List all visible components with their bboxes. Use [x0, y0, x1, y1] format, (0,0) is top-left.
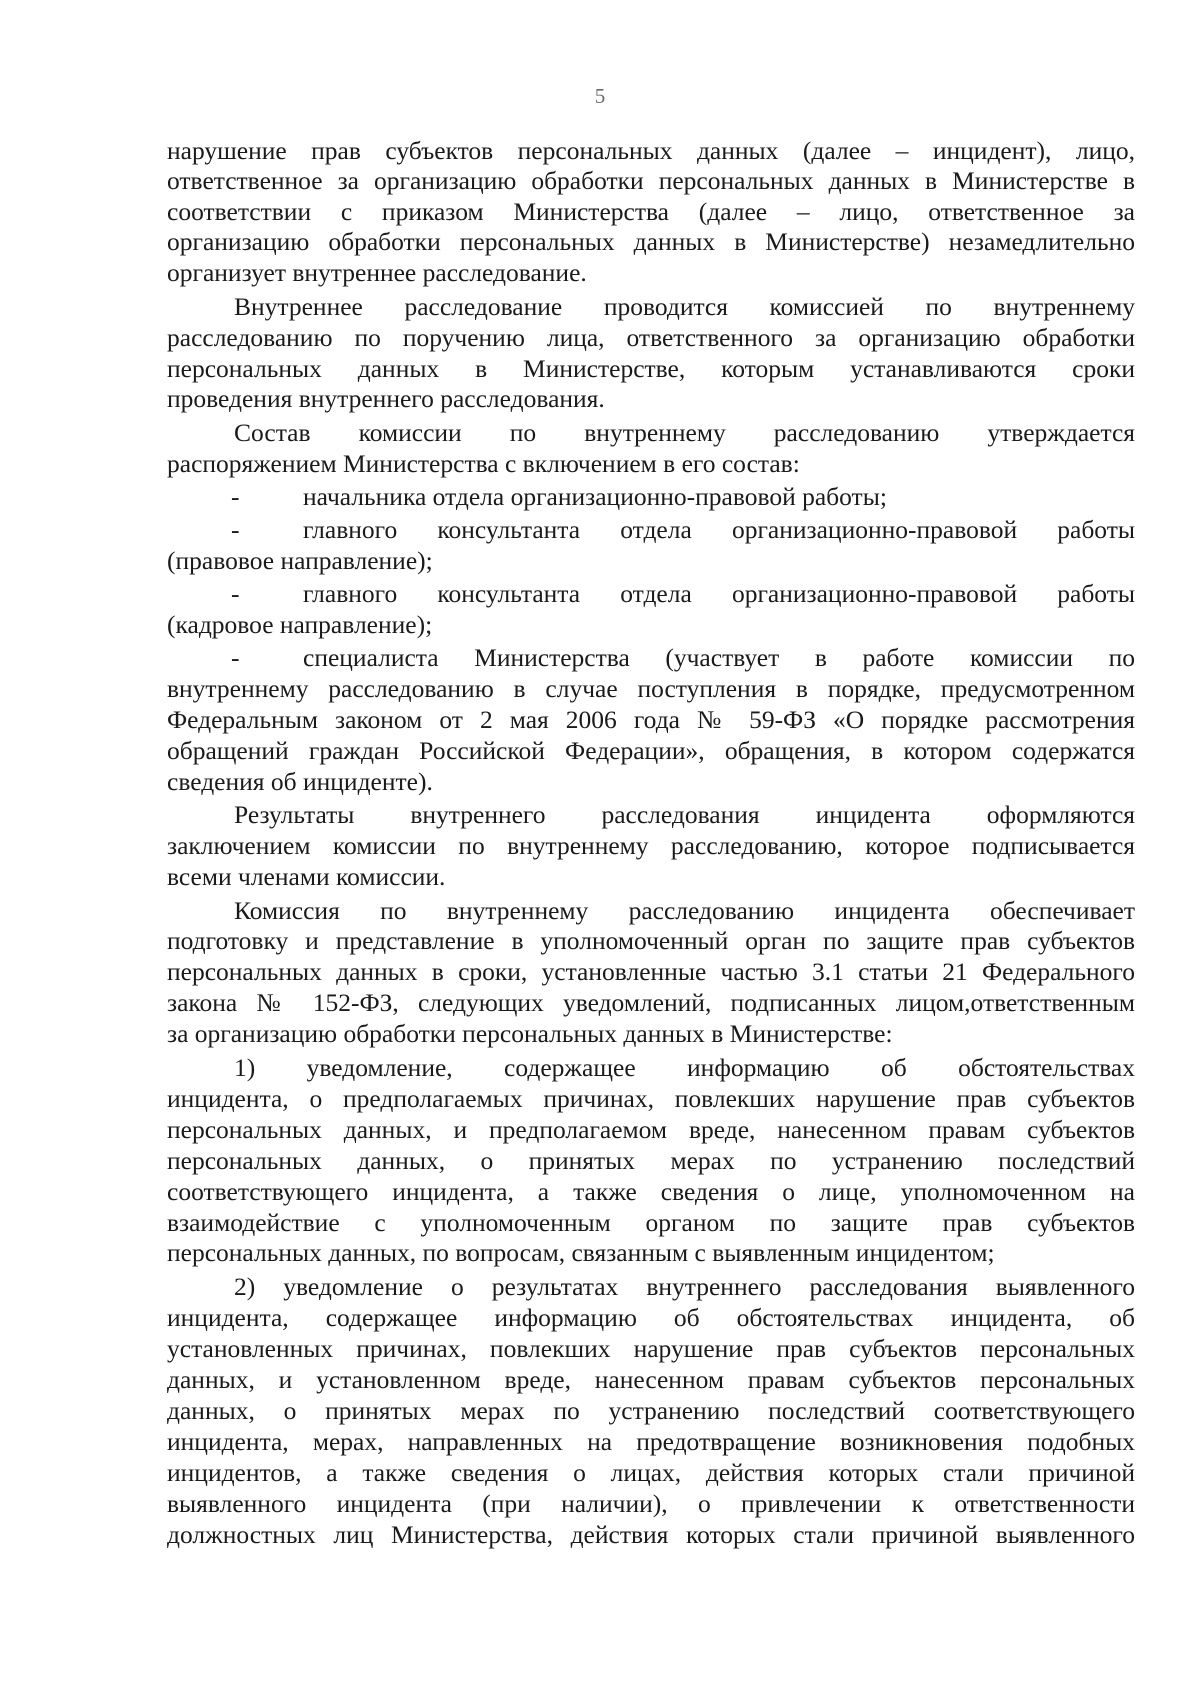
- text-line: (правовое направление);: [167, 546, 433, 575]
- text-line: соответствии с приказом Министерства (далее – лицо, ответственное за: [167, 197, 1135, 226]
- text-line: всеми членами комиссии.: [167, 862, 446, 891]
- list-dash: -: [231, 515, 240, 544]
- text-line: 2) уведомление о результатах внутреннего расследования выявленного: [234, 1272, 1135, 1301]
- text-line: ответственное за организацию обработки персональных данных в Министерстве в: [167, 166, 1135, 195]
- text-line: Федеральным законом от 2 мая 2006 года № 59-ФЗ «О порядке рассмотрения: [167, 705, 1135, 734]
- text-line: проведения внутреннего расследования.: [167, 384, 605, 413]
- page-number: 5: [594, 84, 606, 108]
- text-line: Состав комиссии по внутреннему расследованию утверждается: [234, 418, 1135, 447]
- text-line: главного консультанта отдела организационно-правовой работы: [303, 579, 1135, 608]
- text-line: главного консультанта отдела организационно-правовой работы: [303, 515, 1135, 544]
- text-line: персональных данных, о принятых мерах по устранению последствий: [167, 1146, 1135, 1175]
- text-line: персональных данных в сроки, установленные частью 3.1 статьи 21 Федерального: [167, 957, 1135, 986]
- text-line: выявленного инцидента (при наличии), о привлечении к ответственности: [167, 1489, 1135, 1518]
- text-line: специалиста Министерства (участвует в работе комиссии по: [303, 643, 1135, 672]
- text-line: персональных данных, по вопросам, связанным с выявленным инцидентом;: [167, 1238, 995, 1267]
- text-line: инцидента, мерах, направленных на предотвращение возникновения подобных: [167, 1427, 1135, 1456]
- text-line: за организацию обработки персональных данных в Министерстве:: [167, 1019, 893, 1048]
- text-line: данных, и установленном вреде, нанесенном правам субъектов персональных: [167, 1365, 1135, 1394]
- text-line: персональных данных, и предполагаемом вреде, нанесенном правам субъектов: [167, 1115, 1135, 1144]
- text-line: организацию обработки персональных данных в Министерстве) незамедлительно: [167, 227, 1135, 256]
- text-line: обращений граждан Российской Федерации», обращения, в котором содержатся: [167, 736, 1135, 765]
- text-line: 1) уведомление, содержащее информацию об обстоятельствах: [234, 1053, 1135, 1082]
- text-line: инцидента, о предполагаемых причинах, повлекших нарушение прав субъектов: [167, 1084, 1135, 1113]
- text-line: распоряжением Министерства с включением в его состав:: [167, 449, 800, 478]
- text-line: внутреннему расследованию в случае поступления в порядке, предусмотренном: [167, 674, 1135, 703]
- text-line: подготовку и представление в уполномоченный орган по защите прав субъектов: [167, 926, 1135, 955]
- text-line: Комиссия по внутреннему расследованию инцидента обеспечивает: [234, 896, 1135, 925]
- text-line: Внутреннее расследование проводится комиссией по внутреннему: [234, 292, 1135, 321]
- text-line: (кадровое направление);: [167, 610, 433, 639]
- text-line: установленных причинах, повлекших нарушение прав субъектов персональных: [167, 1334, 1135, 1363]
- text-line: заключением комиссии по внутреннему расследованию, которое подписывается: [167, 831, 1135, 860]
- text-line: начальника отдела организационно-правовой работы;: [303, 482, 887, 511]
- text-line: взаимодействие с уполномоченным органом по защите прав субъектов: [167, 1208, 1135, 1237]
- list-dash: -: [231, 482, 240, 511]
- text-line: закона № 152-ФЗ, следующих уведомлений, подписанных лицом,ответственным: [167, 988, 1135, 1017]
- text-line: Результаты внутреннего расследования инцидента оформляются: [234, 800, 1135, 829]
- text-line: сведения об инциденте).: [167, 767, 433, 796]
- text-line: организует внутреннее расследование.: [167, 258, 587, 287]
- text-line: инцидентов, а также сведения о лицах, действия которых стали причиной: [167, 1458, 1135, 1487]
- text-line: инцидента, содержащее информацию об обстоятельствах инцидента, об: [167, 1303, 1135, 1332]
- text-line: персональных данных в Министерстве, которым устанавливаются сроки: [167, 354, 1135, 383]
- text-line: соответствующего инцидента, а также сведения о лице, уполномоченном на: [167, 1177, 1135, 1206]
- list-dash: -: [231, 579, 240, 608]
- text-line: должностных лиц Министерства, действия которых стали причиной выявленного: [167, 1520, 1135, 1549]
- list-dash: -: [231, 643, 240, 672]
- text-line: данных, о принятых мерах по устранению последствий соответствующего: [167, 1396, 1135, 1425]
- text-line: расследованию по поручению лица, ответственного за организацию обработки: [167, 323, 1135, 352]
- text-line: нарушение прав субъектов персональных данных (далее – инцидент), лицо,: [167, 136, 1135, 165]
